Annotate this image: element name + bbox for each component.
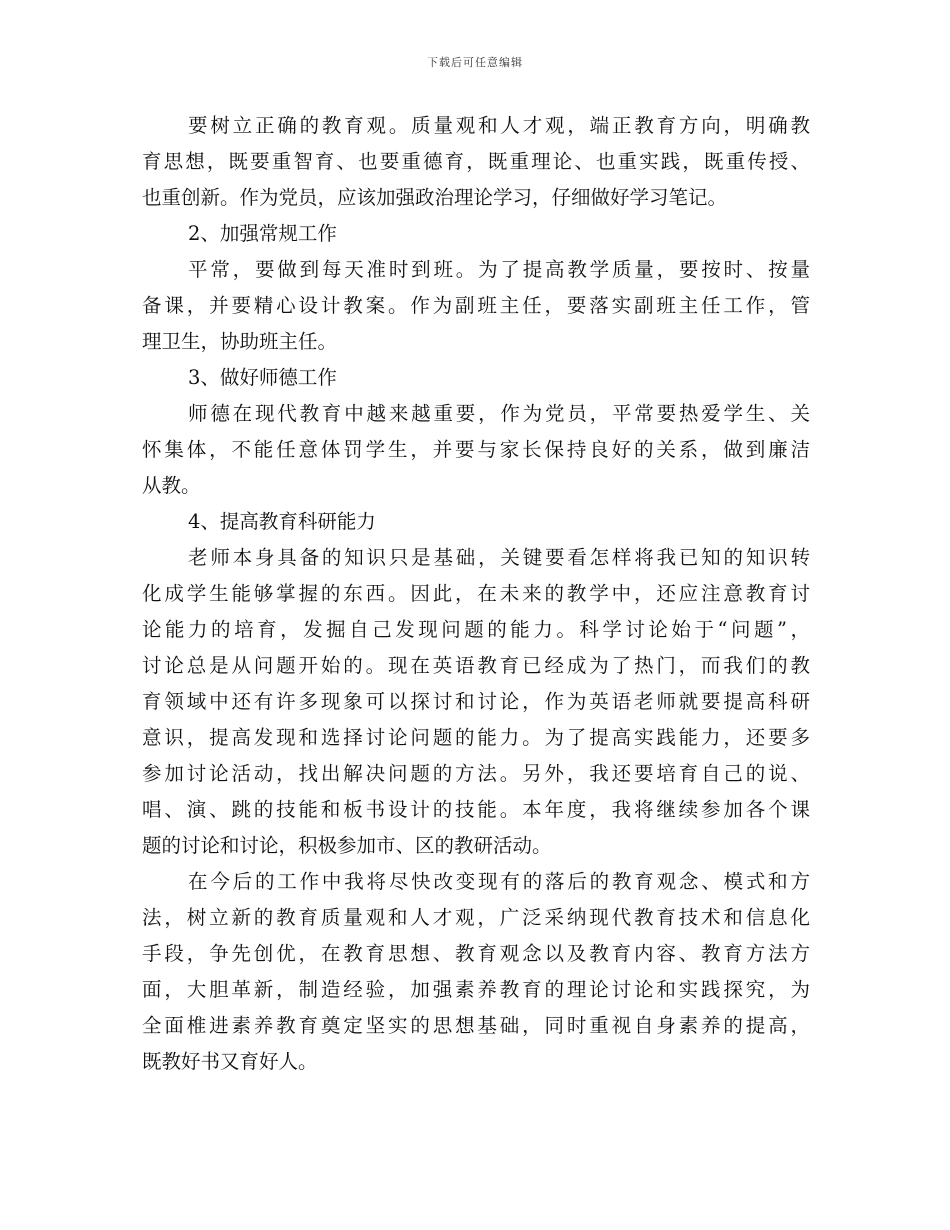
- text-line: 育领域中还有许多现象可以探讨和讨论，作为英语老师就要提高科研: [142, 690, 810, 713]
- text-line: 意识，提高发现和选择讨论问题的能力。为了提高实践能力，还要多: [142, 726, 810, 749]
- text-line: 化成学生能够掌握的东西。因此，在未来的教学中，还应注意教育讨: [142, 582, 810, 605]
- text-line: 也重创新。作为党员，应该加强政治理论学习，仔细做好学习笔记。: [142, 186, 728, 209]
- page-header: 下载后可任意编辑: [427, 56, 523, 69]
- document-body: [142, 108, 810, 1080]
- text-line: 全面椎进素养教育奠定坚实的思想基础，同时重视自身素养的提高，: [142, 1014, 810, 1037]
- text-line: 理卫生，协助班主任。: [142, 330, 338, 353]
- text-line: 唱、演、跳的技能和板书设计的技能。本年度，我将继续参加各个课: [142, 798, 810, 821]
- text-line: 2、加强常规工作: [188, 222, 337, 245]
- text-line: 要树立正确的教育观。质量观和人才观，端正教育方向，明确教: [188, 114, 810, 137]
- text-line: 题的讨论和讨论，积极参加市、区的教研活动。: [142, 834, 552, 857]
- text-line: 从教。: [142, 474, 201, 497]
- text-line: 4、提高教育科研能力: [188, 510, 376, 533]
- text-line: 参加讨论活动，找出解决问题的方法。另外，我还要培育自己的说、: [142, 762, 810, 785]
- text-line: 平常，要做到每天准时到班。为了提高教学质量，要按时、按量: [188, 258, 810, 281]
- text-line: 面，大胆革新，制造经验，加强素养教育的理论讨论和实践探究，为: [142, 978, 810, 1001]
- text-line: 论能力的培育，发掘自己发现问题的能力。科学讨论始于“问题”，: [142, 618, 810, 641]
- text-line: 讨论总是从问题开始的。现在英语教育已经成为了热门，而我们的教: [142, 654, 810, 677]
- text-line: 手段，争先创优，在教育思想、教育观念以及教育内容、教育方法方: [142, 942, 810, 965]
- text-line: 法，树立新的教育质量观和人才观，广泛采纳现代教育技术和信息化: [142, 906, 810, 929]
- text-line: 备课，并要精心设计教案。作为副班主任，要落实副班主任工作，管: [142, 294, 810, 317]
- text-line: 师德在现代教育中越来越重要，作为党员，平常要热爱学生、关: [188, 402, 810, 425]
- text-line: 老师本身具备的知识只是基础，关键要看怎样将我已知的知识转: [188, 546, 810, 569]
- text-line: 在今后的工作中我将尽快改变现有的落后的教育观念、模式和方: [188, 870, 810, 893]
- text-line: 3、做好师德工作: [188, 366, 337, 389]
- text-line: 怀集体，不能任意体罚学生，并要与家长保持良好的关系，做到廉洁: [142, 438, 810, 461]
- text-line: 育思想，既要重智育、也要重德育，既重理论、也重实践，既重传授、: [142, 150, 810, 173]
- text-line: 既教好书又育好人。: [142, 1050, 318, 1073]
